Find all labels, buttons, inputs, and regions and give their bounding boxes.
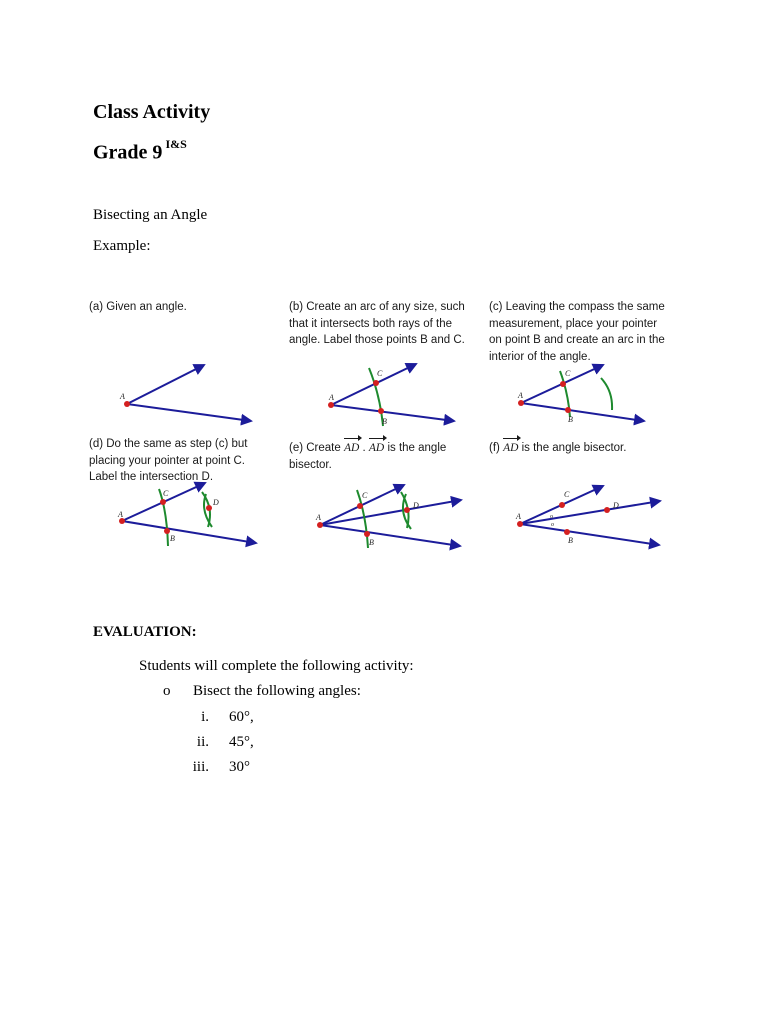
grade-superscript: I&S [165, 137, 187, 151]
label-c: C [163, 489, 169, 498]
ray-lower [520, 524, 659, 545]
caption-e-post: is the angle [384, 442, 447, 454]
list-item-number: i. [201, 709, 209, 725]
caption-e-mid: . [359, 442, 369, 454]
list-item-text: 30° [229, 759, 250, 775]
panel-d-diagram [117, 483, 256, 546]
evaluation-heading: EVALUATION: [93, 624, 197, 640]
bullet-item [163, 683, 361, 700]
evaluation-intro: Students will complete the following activity: [139, 658, 414, 674]
ray-lower [331, 405, 454, 421]
caption-c-line3: on point B and create an arc in the [489, 334, 665, 346]
label-d: D [613, 501, 619, 510]
list-item [183, 759, 250, 776]
label-b: B [369, 538, 374, 547]
caption-a-text: (a) Given an angle. [89, 301, 187, 313]
label-a: A [120, 392, 125, 401]
point-a [317, 522, 323, 528]
caption-c-line2: measurement, place your pointer [489, 317, 658, 330]
panel-a-diagram [119, 365, 251, 421]
list-item-text: 60°, [229, 709, 254, 725]
bullet-marker: o [163, 683, 171, 699]
ray-bisector [320, 500, 461, 525]
ray-lower [320, 525, 460, 546]
label-b: B [382, 417, 387, 426]
ray-lower [521, 403, 644, 421]
point-a [124, 401, 130, 407]
point-a [328, 402, 334, 408]
caption-c-line4: interior of the angle. [489, 350, 591, 363]
point-a [518, 400, 524, 406]
caption-d-line3: Label the intersection D. [89, 471, 214, 483]
point-b [364, 531, 370, 537]
label-b: B [568, 536, 573, 545]
list-item-number: iii. [192, 759, 209, 775]
point-d [404, 507, 410, 513]
angle-mark-upper: o [550, 514, 553, 520]
topic-text: Bisecting an Angle [93, 207, 208, 223]
label-c: C [564, 490, 570, 499]
example-label: Example: [93, 238, 151, 254]
caption-d-line2: placing your pointer at point C. [89, 454, 245, 467]
list-item-text: 45°, [229, 734, 254, 750]
title-text: Class Activity [93, 101, 211, 123]
panel-c-diagram [517, 365, 644, 424]
point-b [378, 408, 384, 414]
panel-f-diagram [515, 486, 660, 545]
point-b [564, 529, 570, 535]
point-a [517, 521, 523, 527]
arc-from-b [601, 378, 612, 410]
caption-e-line2: bisector. [289, 458, 332, 471]
list-item [183, 709, 254, 726]
label-b: B [568, 415, 573, 424]
caption-e-pre: (e) Create [289, 442, 344, 454]
label-a: A [118, 510, 123, 519]
panel-b-diagram [328, 364, 454, 426]
list-item [183, 734, 254, 751]
label-b: B [170, 534, 175, 543]
caption-c-line1: (c) Leaving the compass the same [489, 301, 665, 313]
point-c [559, 502, 565, 508]
ray-upper [127, 365, 204, 404]
ray-ad-symbol: AD [503, 440, 518, 457]
label-a: A [316, 513, 321, 522]
panel-e-diagram [315, 485, 461, 548]
caption-b-line3: angle. Label those points B and C. [289, 334, 465, 346]
caption-b-line1: (b) Create an arc of any size, such [289, 301, 465, 313]
label-a: A [329, 393, 334, 402]
point-c [357, 503, 363, 509]
caption-d-line1: (d) Do the same as step (c) but [89, 438, 248, 450]
grade-text: Grade 9 [93, 141, 163, 164]
label-d: D [213, 498, 219, 507]
ray-lower [127, 404, 251, 421]
label-d: D [413, 501, 419, 510]
point-c [373, 380, 379, 386]
label-a: A [518, 391, 523, 400]
ray-lower [122, 521, 256, 543]
point-b [565, 407, 571, 413]
ray-ad-symbol: AD [344, 440, 359, 457]
point-d [206, 505, 212, 511]
label-c: C [362, 491, 368, 500]
angle-mark-lower: o [551, 522, 554, 528]
point-c [160, 499, 166, 505]
bullet-text: Bisect the following angles: [193, 683, 361, 699]
list-item-number: ii. [196, 734, 209, 750]
label-c: C [565, 369, 571, 378]
caption-b-line2: that it intersects both rays of the [289, 317, 452, 330]
ray-bisector [520, 501, 660, 524]
ray-ad-symbol: AD [369, 440, 384, 457]
caption-f-post: is the angle bisector. [518, 442, 627, 454]
label-c: C [377, 369, 383, 378]
caption-f-pre: (f) [489, 442, 504, 454]
point-d [604, 507, 610, 513]
point-c [560, 381, 566, 387]
label-a: A [516, 512, 521, 521]
